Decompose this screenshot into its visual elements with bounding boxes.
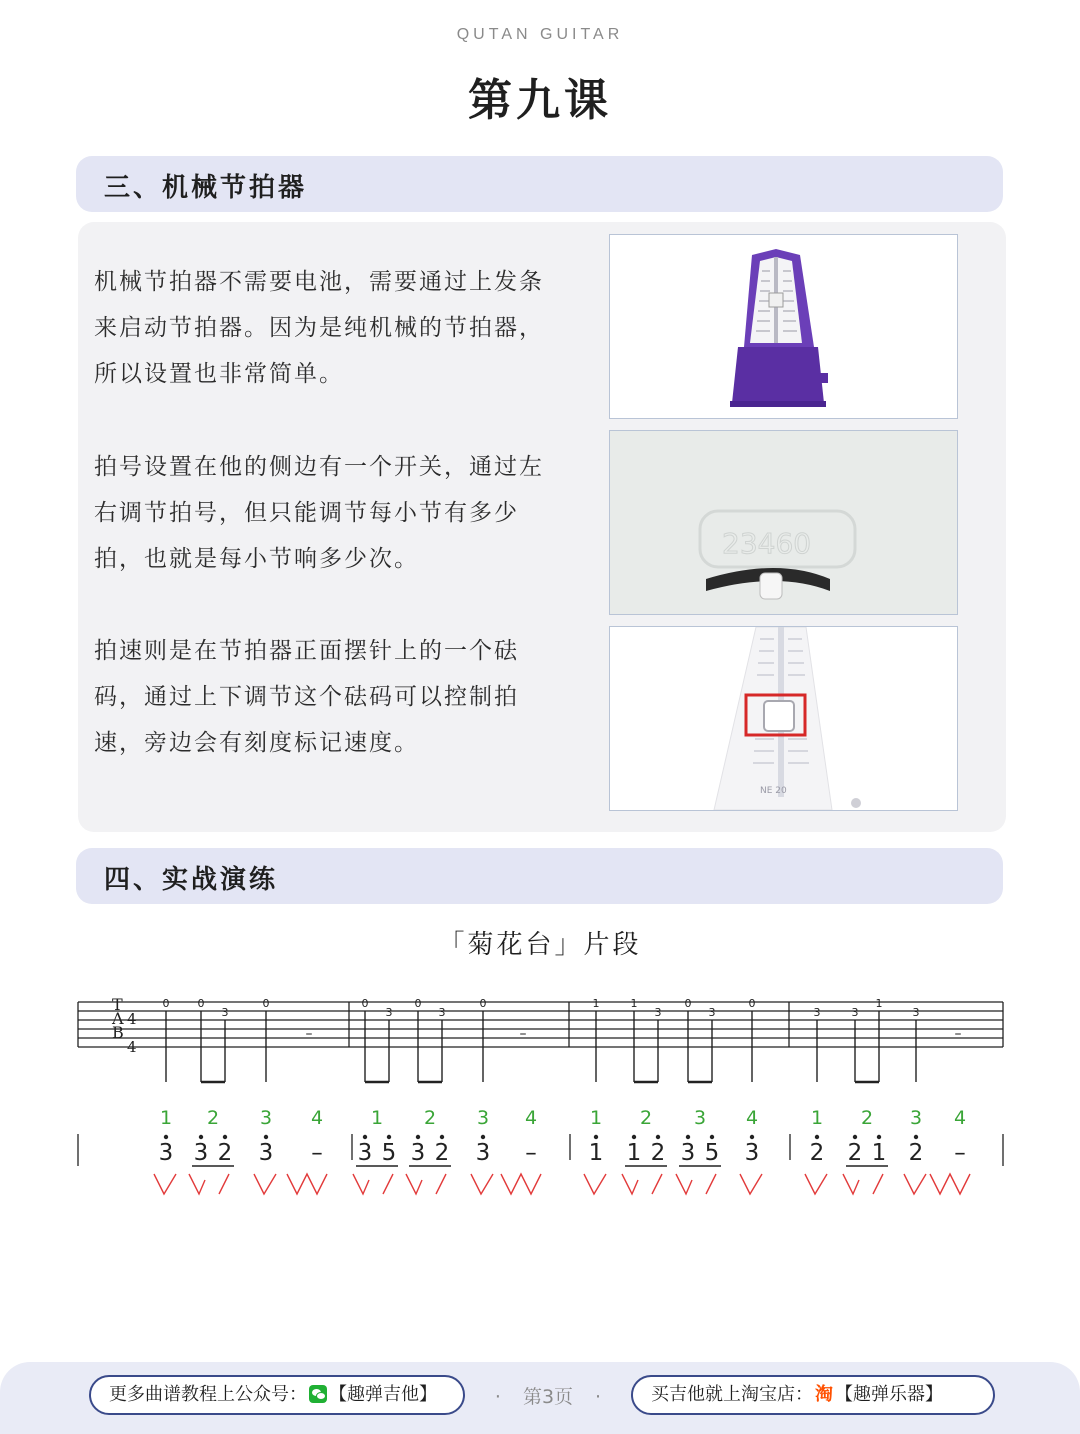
tab-fret-number: 0 — [361, 997, 369, 1010]
beat-count: 4 — [745, 1107, 759, 1129]
jianpu-octave-dot — [853, 1135, 857, 1139]
beat-count: 3 — [259, 1107, 273, 1129]
jianpu-note: 3 — [680, 1140, 696, 1166]
jianpu-octave-dot — [264, 1135, 268, 1139]
jianpu-note: 3 — [258, 1140, 274, 1166]
tab-fret-number: 1 — [630, 997, 638, 1010]
metronome-weight-photo — [609, 626, 958, 811]
tab-fret-number: 3 — [438, 1006, 446, 1019]
strum-down-arrow — [189, 1174, 205, 1194]
strum-down-up — [805, 1174, 827, 1194]
jianpu-note: 3 — [410, 1140, 426, 1166]
section-heading-text: 四、实战演练 — [104, 865, 279, 895]
tab-fret-number: 0 — [414, 997, 422, 1010]
jianpu-octave-dot — [632, 1135, 636, 1139]
metronome-photo — [609, 234, 958, 419]
jianpu-note: 2 — [650, 1140, 666, 1166]
jianpu-rest: – — [525, 1140, 537, 1166]
beat-count: 4 — [310, 1107, 324, 1129]
strum-down-arrow — [622, 1174, 638, 1194]
jianpu-rest: – — [311, 1140, 323, 1166]
page-number-text: 第3页 — [522, 1386, 574, 1408]
strum-up-arrow — [436, 1174, 446, 1194]
beat-count: 1 — [810, 1107, 824, 1129]
jianpu-note: 1 — [626, 1140, 642, 1166]
time-signature-switch-photo — [609, 430, 958, 615]
paragraph-intro: 机械节拍器不需要电池，需要通过上发条来启动节拍器。因为是纯机械的节拍器，所以设置也非常简单。 — [94, 269, 544, 387]
jianpu-note: 5 — [704, 1140, 720, 1166]
tab-rest: – — [519, 1026, 527, 1042]
tab-rest: – — [305, 1026, 313, 1042]
tab-clef-letter: T — [112, 995, 123, 1014]
tab-fret-number: 3 — [851, 1006, 859, 1019]
beat-count: 1 — [370, 1107, 384, 1129]
beat-count: 4 — [524, 1107, 538, 1129]
jianpu-octave-dot — [877, 1135, 881, 1139]
tab-fret-number: 3 — [813, 1006, 821, 1019]
jianpu-octave-dot — [750, 1135, 754, 1139]
jianpu-note: 3 — [357, 1140, 373, 1166]
jianpu-octave-dot — [594, 1135, 598, 1139]
jianpu-octave-dot — [440, 1135, 444, 1139]
tab-fret-number: 3 — [708, 1006, 716, 1019]
jianpu-note: 3 — [158, 1140, 174, 1166]
beat-count: 2 — [860, 1107, 874, 1129]
page-number: · 第3页 · — [494, 1386, 602, 1408]
taobao-shop-pill[interactable] — [631, 1375, 995, 1415]
beat-count: 3 — [476, 1107, 490, 1129]
paragraph-time-signature: 拍号设置在他的侧边有一个开关，通过左右调节拍号，但只能调节每小节有多少拍，也就是每小节响多少次。 — [94, 454, 544, 572]
tab-fret-number: 3 — [912, 1006, 920, 1019]
tab-fret-number: 0 — [684, 997, 692, 1010]
jianpu-rest: – — [954, 1140, 966, 1166]
jianpu-octave-dot — [199, 1135, 203, 1139]
jianpu-octave-dot — [223, 1135, 227, 1139]
strum-down-up — [254, 1174, 276, 1194]
strum-down-up — [154, 1174, 176, 1194]
strum-down-arrow — [406, 1174, 422, 1194]
jianpu-note: 2 — [217, 1140, 233, 1166]
jianpu-note: 1 — [588, 1140, 604, 1166]
tab-fret-number: 0 — [748, 997, 756, 1010]
strum-down-up — [740, 1174, 762, 1194]
jianpu-octave-dot — [710, 1135, 714, 1139]
guitar-tab-notation — [0, 990, 1080, 1220]
tab-fret-number: 0 — [162, 997, 170, 1010]
jianpu-octave-dot — [686, 1135, 690, 1139]
beat-count: 3 — [909, 1107, 923, 1129]
beat-count: 2 — [639, 1107, 653, 1129]
beat-count: 2 — [423, 1107, 437, 1129]
taobao-prefix: 买吉他就上淘宝店： — [651, 1384, 813, 1405]
tab-fret-number: 3 — [221, 1006, 229, 1019]
beat-count: 1 — [589, 1107, 603, 1129]
strum-down-arrow — [353, 1174, 369, 1194]
section-heading-practice — [76, 848, 1003, 904]
wechat-account-name: 【趣弹吉他】 — [329, 1384, 437, 1405]
jianpu-octave-dot — [914, 1135, 918, 1139]
wechat-prefix: 更多曲谱教程上公众号： — [109, 1384, 307, 1405]
jianpu-note: 1 — [871, 1140, 887, 1166]
wechat-account-pill[interactable] — [89, 1375, 465, 1415]
song-title: 「菊花台」片段 — [438, 930, 642, 960]
strum-zigzag — [287, 1174, 327, 1194]
jianpu-note: 2 — [809, 1140, 825, 1166]
tab-fret-number: 0 — [479, 997, 487, 1010]
page-title: 第九课 — [468, 75, 612, 126]
jianpu-octave-dot — [164, 1135, 168, 1139]
time-signature-top: 4 — [127, 1010, 137, 1028]
strum-up-arrow — [706, 1174, 716, 1194]
strum-down-up — [584, 1174, 606, 1194]
jianpu-octave-dot — [815, 1135, 819, 1139]
jianpu-note: 3 — [744, 1140, 760, 1166]
time-signature-bottom: 4 — [127, 1038, 137, 1056]
section-heading-metronome — [76, 156, 1003, 212]
strum-down-arrow — [676, 1174, 692, 1194]
strum-zigzag — [501, 1174, 541, 1194]
jianpu-note: 3 — [475, 1140, 491, 1166]
beat-count: 4 — [953, 1107, 967, 1129]
strum-zigzag — [930, 1174, 970, 1194]
strum-up-arrow — [873, 1174, 883, 1194]
strum-up-arrow — [219, 1174, 229, 1194]
engraving-text: 23460 — [722, 527, 812, 560]
tab-fret-number: 1 — [875, 997, 883, 1010]
strum-down-arrow — [843, 1174, 859, 1194]
section-heading-text: 三、机械节拍器 — [104, 173, 308, 203]
strum-up-arrow — [383, 1174, 393, 1194]
tab-clef-letter: B — [112, 1023, 124, 1042]
tab-fret-number: 3 — [654, 1006, 662, 1019]
brand-name: QUTAN GUITAR — [456, 26, 624, 43]
tab-clef-letter: A — [112, 1009, 124, 1028]
beat-count: 3 — [693, 1107, 707, 1129]
strum-up-arrow — [652, 1174, 662, 1194]
paragraph-tempo: 拍速则是在节拍器正面摆针上的一个砝码，通过上下调节这个砝码可以控制拍速，旁边会有刻度标记速度。 — [94, 638, 519, 756]
tab-fret-number: 3 — [385, 1006, 393, 1019]
taobao-shop-name: 【趣弹乐器】 — [835, 1384, 943, 1405]
metronome-logo-text: NE 20 — [760, 786, 787, 796]
jianpu-note: 2 — [908, 1140, 924, 1166]
strum-down-up — [471, 1174, 493, 1194]
tab-rest: – — [954, 1026, 962, 1042]
jianpu-octave-dot — [481, 1135, 485, 1139]
beat-count: 2 — [206, 1107, 220, 1129]
jianpu-octave-dot — [387, 1135, 391, 1139]
beat-count: 1 — [159, 1107, 173, 1129]
jianpu-note: 2 — [434, 1140, 450, 1166]
jianpu-octave-dot — [416, 1135, 420, 1139]
tab-fret-number: 0 — [262, 997, 270, 1010]
jianpu-note: 5 — [381, 1140, 397, 1166]
taobao-icon: 淘 — [815, 1384, 833, 1405]
jianpu-octave-dot — [363, 1135, 367, 1139]
wechat-icon — [309, 1385, 327, 1403]
jianpu-note: 3 — [193, 1140, 209, 1166]
jianpu-note: 2 — [847, 1140, 863, 1166]
strum-down-up — [904, 1174, 926, 1194]
tab-fret-number: 1 — [592, 997, 600, 1010]
jianpu-octave-dot — [656, 1135, 660, 1139]
tab-fret-number: 0 — [197, 997, 205, 1010]
